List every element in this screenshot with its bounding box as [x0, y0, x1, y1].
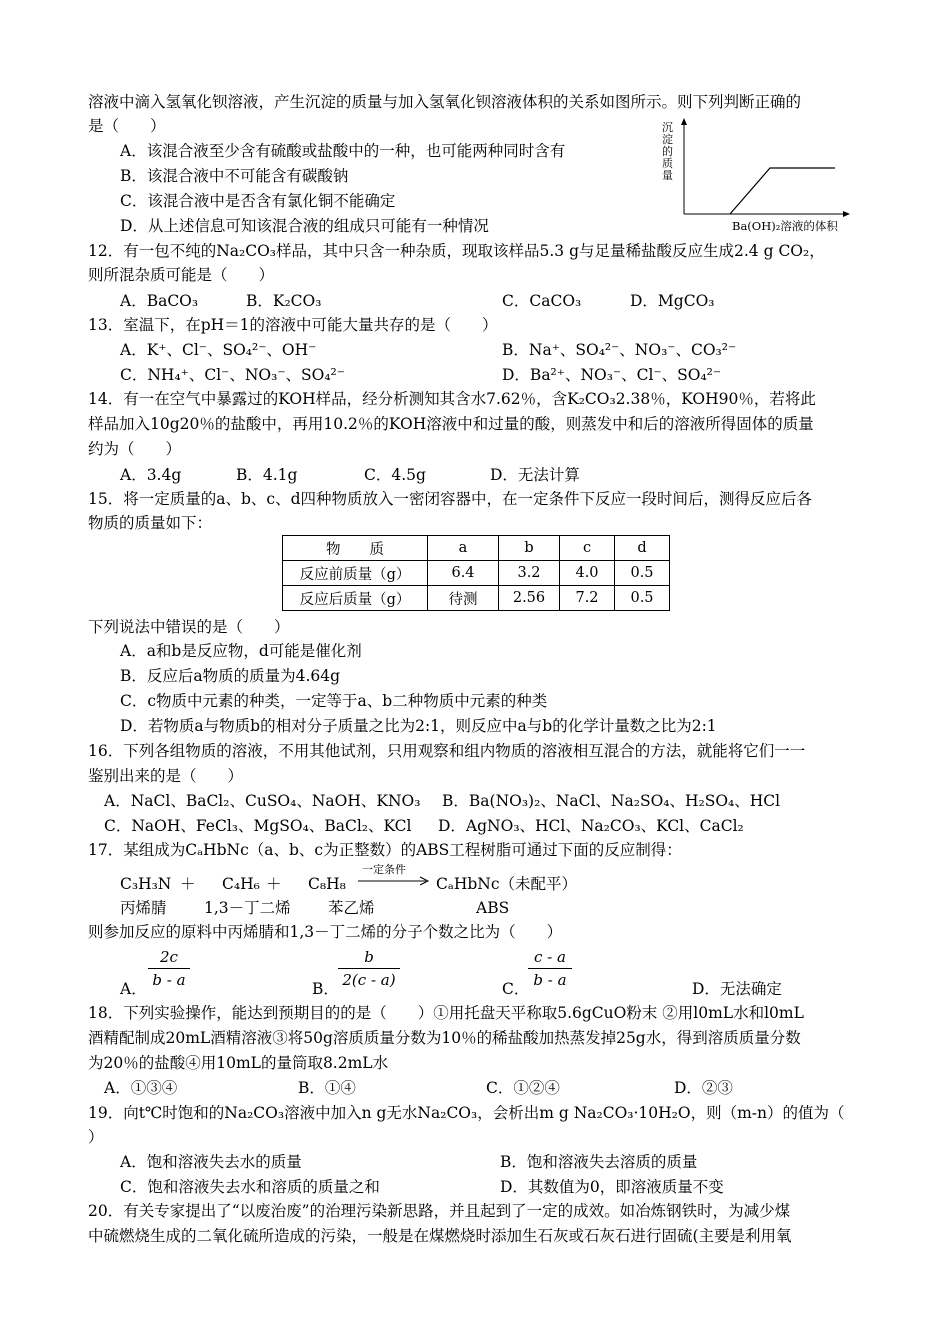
table-cell: a [428, 536, 499, 561]
q11-option-d: D．从上述信息可知该混合液的组成只可能有一种情况 [120, 217, 489, 235]
graph-curve [730, 168, 835, 214]
q17-option-a-label: A． [120, 980, 147, 998]
q18-option-d: D．②③ [674, 1079, 733, 1097]
q16-option-a: A．NaCl、BaCl₂、CuSO₄、NaOH、KNO₃ [104, 792, 421, 810]
graph-axes [660, 118, 860, 228]
q17-option-b-fraction: $\frac{b}{2(c - a)}$ [338, 948, 400, 989]
q19-option-b: B．饱和溶液失去溶质的质量 [500, 1153, 698, 1171]
table-cell: 反应前质量（g） [283, 561, 428, 586]
table-cell: b [499, 536, 560, 561]
q14-stem-line2: 样品加入10g20％的盐酸中，再用10.2％的KOH溶液中和过量的酸，则蒸发中和后的溶液所得固体的质量 [88, 415, 814, 433]
q17-option-b-label: B． [312, 980, 339, 998]
q15-option-b: B．反应后a物质的质量为4.64g [120, 667, 341, 685]
table-header-row [283, 536, 670, 561]
q15-option-a: A．a和b是反应物，d可能是催化剂 [120, 642, 362, 660]
q12-stem-line2: 则所混杂质可能是（ ） [88, 266, 275, 284]
name-butadiene: 1,3－丁二烯 [204, 899, 291, 917]
graph-y-label: 沉 淀 的 质 量 [662, 121, 673, 182]
q19-option-a: A．饱和溶液失去水的质量 [120, 1153, 302, 1171]
q16-option-c: C．NaOH、FeCl₃、MgSO₄、BaCl₂、KCl [104, 817, 412, 835]
q17-stem: 17．某组成为CₐHbNc（a、b、c为正整数）的ABS工程树脂可通过下面的反应制得： [88, 841, 682, 859]
q17-option-c-fraction: $\frac{c - a}{b - a}$ [528, 948, 572, 989]
eq-condition: 一定条件 [362, 863, 406, 876]
q20-stem-line2: 中硫燃烧生成的二氧化硫所造成的污染，一般是在煤燃烧时添加生石灰或石灰石进行固硫(主要是利用氧 [88, 1227, 792, 1245]
table-row [283, 561, 670, 586]
q12-option-c: C．CaCO₃ [502, 292, 582, 310]
q20-stem-line1: 20．有关专家提出了“以废治废”的治理污染新思路，并且起到了一定的成效。如冶炼钢铁时，为减少煤 [88, 1202, 791, 1220]
q19-stem-line1: 19．向t℃时饱和的Na₂CO₃溶液中加入n g无水Na₂CO₃，会析出m g Na₂CO₃·10H₂O，则（m-n）的值为（ [88, 1104, 845, 1122]
table-row [283, 586, 670, 611]
q18-stem-line2: 酒精配制成20mL酒精溶液③将50g溶质质量分数为10％的稀盐酸加热蒸发掉25g水，得到溶质质量分数 [88, 1029, 801, 1047]
graph-x-label: Ba(OH)₂溶液的体积 [732, 219, 838, 233]
q11-option-b: B．该混合液中不可能含有碳酸钠 [120, 167, 349, 185]
q16-stem-line2: 鉴别出来的是（ ） [88, 767, 244, 785]
q19-option-d: D．其数值为0，即溶液质量不变 [500, 1178, 724, 1196]
q12-option-d: D．MgCO₃ [630, 292, 715, 310]
q11-option-a: A．该混合液至少含有硫酸或盐酸中的一种，也可能两种同时含有 [120, 142, 566, 160]
q15-option-d: D．若物质a与物质b的相对分子质量之比为2:1，则反应中a与b的化学计量数之比为2:1 [120, 717, 717, 735]
q15-stem-line1: 15．将一定质量的a、b、c、d四种物质放入一密闭容器中，在一定条件下反应一段时间后，测得反应后各 [88, 490, 812, 508]
name-acrylonitrile: 丙烯腈 [120, 899, 167, 917]
q15-stem-line2: 物质的质量如下： [88, 514, 213, 532]
table-cell: 6.4 [428, 561, 499, 586]
q14-option-a: A．3.4g [120, 466, 182, 484]
q15-mass-table [282, 535, 670, 611]
eq-plus-1: ＋ [180, 875, 196, 893]
table-cell: 0.5 [615, 561, 670, 586]
eq-reactant-3: C₈H₈ [308, 875, 346, 893]
q19-stem-line2: ） [88, 1128, 104, 1146]
q11-stem-line2: 是（ ） [88, 117, 166, 135]
q12-stem-line1: 12．有一包不纯的Na₂CO₃样品，其中只含一种杂质，现取该样品5.3 g与足量稀盐酸反应生成2.4 g CO₂， [88, 242, 825, 260]
q14-stem-line3: 约为（ ） [88, 440, 182, 458]
q14-option-c: C．4.5g [364, 466, 426, 484]
table-cell: 3.2 [499, 561, 560, 586]
q18-stem-line1: 18．下列实验操作，能达到预期目的的是（ ）①用托盘天平称取5.6gCuO粉末 ②用l0mL水和l0mL [88, 1004, 804, 1022]
q11-graph [660, 118, 860, 242]
q18-stem-line3: 为20％的盐酸④用10mL的量筒取8.2mL水 [88, 1054, 389, 1072]
table-cell: c [560, 536, 615, 561]
q14-option-d: D．无法计算 [490, 466, 580, 484]
table-cell: 0.5 [615, 586, 670, 611]
eq-product: CₐHbNc（未配平） [436, 875, 578, 893]
q12-option-a: A．BaCO₃ [120, 292, 199, 310]
q11-option-c: C．该混合液中是否含有氯化铜不能确定 [120, 192, 396, 210]
eq-reactant-1: C₃H₃N [120, 875, 172, 893]
table-cell: 2.56 [499, 586, 560, 611]
name-abs: ABS [476, 899, 510, 917]
eq-plus-2: ＋ [266, 875, 282, 893]
q13-option-b: B．Na⁺、SO₄²⁻、NO₃⁻、CO₃²⁻ [502, 341, 737, 359]
q19-option-c: C．饱和溶液失去水和溶质的质量之和 [120, 1178, 380, 1196]
q14-stem-line1: 14．有一在空气中暴露过的KOH样品，经分析测知其含水7.62％，含K₂CO₃2.38％，KOH90％，若将此 [88, 390, 816, 408]
q16-option-d: D．AgNO₃、HCl、Na₂CO₃、KCl、CaCl₂ [438, 817, 744, 835]
q12-option-b: B．K₂CO₃ [246, 292, 322, 310]
q16-option-b: B．Ba(NO₃)₂、NaCl、Na₂SO₄、H₂SO₄、HCl [442, 792, 781, 810]
q18-option-a: A．①③④ [104, 1079, 178, 1097]
q13-option-c: C．NH₄⁺、Cl⁻、NO₃⁻、SO₄²⁻ [120, 366, 345, 384]
q17-option-a-fraction: $\frac{2c}{b - a}$ [148, 948, 190, 989]
name-styrene: 苯乙烯 [328, 899, 375, 917]
q11-stem-line1: 溶液中滴入氢氧化钡溶液，产生沉淀的质量与加入氢氧化钡溶液体积的关系如图所示。则下列判断正确的 [88, 93, 802, 111]
eq-reactant-2: C₄H₆ [222, 875, 260, 893]
q14-option-b: B．4.1g [236, 466, 298, 484]
q17-option-d: D．无法确定 [692, 980, 782, 998]
q18-option-b: B．①④ [298, 1079, 356, 1097]
q15-option-c: C．c物质中元素的种类，一定等于a、b二种物质中元素的种类 [120, 692, 548, 710]
q13-option-d: D．Ba²⁺、NO₃⁻、Cl⁻、SO₄²⁻ [502, 366, 722, 384]
q16-stem-line1: 16．下列各组物质的溶液，不用其他试剂，只用观察和组内物质的溶液相互混合的方法，就能将它们一一 [88, 742, 806, 760]
table-cell: 4.0 [560, 561, 615, 586]
q13-stem: 13．室温下，在pH＝1的溶液中可能大量共存的是（ ） [88, 316, 498, 334]
q18-option-c: C．①②④ [486, 1079, 560, 1097]
table-cell: 7.2 [560, 586, 615, 611]
q17-question: 则参加反应的原料中丙烯腈和1,3－丁二烯的分子个数之比为（ ） [88, 923, 563, 941]
table-cell: 反应后质量（g） [283, 586, 428, 611]
q13-option-a: A．K⁺、Cl⁻、SO₄²⁻、OH⁻ [120, 341, 317, 359]
q17-option-c-label: C． [502, 980, 530, 998]
eq-condition-arrow [356, 864, 432, 888]
table-cell: 待测 [428, 586, 499, 611]
table-cell: d [615, 536, 670, 561]
q15-question: 下列说法中错误的是（ ） [88, 618, 290, 636]
table-cell: 物 质 [283, 536, 428, 561]
